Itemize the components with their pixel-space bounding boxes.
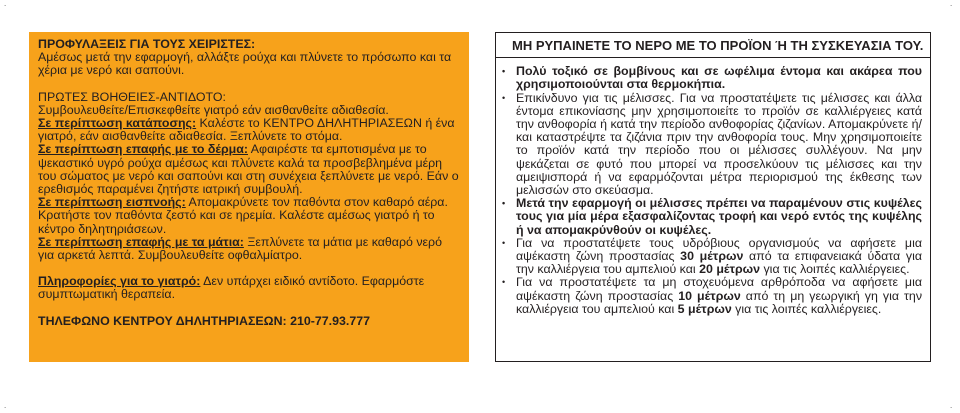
phone-text: ΤΗΛΕΦΩΝΟ ΚΕΝΤΡΟΥ ΔΗΛΗΤΗΡΙΑΣΕΩΝ: 210-77.93.777 — [38, 313, 371, 328]
aquatic-distance-1: 30 μέτρων — [680, 249, 744, 264]
swallow-text: Καλέστε το ΚΕΝΤΡΟ ΔΗΛΗΤΗΡΙΑΣΕΩΝ ή ένα γιατρό, εάν αισθανθείτε αδιαθεσία. Ξεπλύνετε το στόμα. — [38, 116, 455, 144]
skin-text: Αφαιρέστε τα εμποτισμένα με το ψεκαστικό υγρό ρούχα αμέσως και πλύνετε καλά τα προσβεβλημένα μέρη του σώματος με νερό και σαπούνι και στη συνέχεια ξεπλύνετε με νερό. Εάν ο ερεθισμός παραμένει ζητήστε ιατρική συμβουλή. — [38, 142, 459, 197]
inhale-label: Σε περίπτωση εισπνοής: — [38, 195, 186, 210]
doctor-text: Δεν υπάρχει ειδικό αντίδοτο. Εφαρμόστε συμπτωματική θεραπεία. — [38, 274, 425, 302]
arthropod-distance-2: 5 μέτρων — [677, 301, 732, 316]
precautions-heading: ΠΡΟΦΥΛΑΞΕΙΣ ΓΙΑ ΤΟΥΣ ΧΕΙΡΙΣΤΕΣ: — [38, 37, 256, 51]
aquatic-distance-2: 20 μέτρων — [699, 262, 761, 277]
first-aid-text: Συμβουλευθείτε/Επισκεφθείτε γιατρό εάν αισθανθείτε αδιαθεσία. — [38, 102, 389, 117]
list-item — [496, 276, 922, 316]
aquatic-text-2: από τα επιφανειακά ύδατα για την καλλιέργεια του αμπελιού και — [516, 249, 922, 277]
poison-center-phone — [38, 315, 459, 328]
environment-precautions-panel — [495, 32, 931, 362]
doctor-label: Πληροφορίες για το γιατρό: — [38, 274, 201, 289]
doctor-info-block — [38, 275, 459, 301]
list-item — [496, 65, 922, 91]
inhale-text: Απομακρύνετε τον παθόντα στον καθαρό αέρα. Κρατήστε τον παθόντα ζεστό και σε ηρεμία. Καλέστε αμέσως γιατρό ή το κέντρο δηλητηριάσεων. — [38, 195, 448, 236]
crop-mark: . — [4, 401, 7, 410]
arthropod-text-2: από τη μη γεωργική γη για την καλλιέργεια του αμπελιού και — [516, 288, 923, 316]
precautions-block — [38, 38, 459, 78]
crop-mark: . — [950, 401, 953, 410]
arthropod-text-1: Για να προστατέψετε τα μη στοχευόμενα αρθρόποδα να αφήσετε μια αψέκαστη ζώνη προστασίας — [516, 275, 922, 303]
swallow-label: Σε περίπτωση κατάποσης: — [38, 116, 197, 131]
first-aid-block — [38, 91, 459, 263]
list-item — [496, 197, 922, 237]
operator-precautions-panel — [29, 32, 469, 362]
arthropod-distance-1: 10 μέτρων — [678, 288, 741, 303]
bee-warning: Επικίνδυνο για τις μέλισσες. Για να προστατέψετε τις μέλισσες και άλλα έντομα επικονίασης μην χρησιμοποιείτε το προϊόν σε καλλιέργειες κατά την ανθοφορία ή κατά την περίοδο ανθοφορίας ζιζανίων. Απομακρύνετε ή/και καταστρέψτε τα ζιζάνια πριν την ανθοφορία τους. Μην χρησιμοποιείτε το προϊόν κατά την περίοδο που οι μέλισσες συλλέγουν. Να μην ψεκάζεται σε φυτό που μπορεί να προσελκύουν τις μέλισσες και την αμειψισπορά ή να εφαρμόζονται μέτρα περιορισμού της έκθεσης των μελισσών στο σκεύασμα. — [516, 90, 922, 198]
list-item — [496, 237, 922, 277]
list-item — [496, 92, 922, 198]
skin-label: Σε περίπτωση επαφής με το δέρμα: — [38, 142, 249, 157]
bumblebee-warning: Πολύ τοξικό σε βομβίνους και σε ωφέλιμα έντομα και ακάρεα που χρησιμοποιούνται στα θερμοκήπια. — [516, 64, 922, 92]
arthropod-text-3: για τις λοιπές καλλιέργειες. — [731, 301, 882, 316]
hive-instruction: Μετά την εφαρμογή οι μέλισσες πρέπει να παραμένουν στις κυψέλες τους για μία μέρα εξασφαλίζοντας τροφή και νερό εντός της κυψέλης ή να απομακρύνθούν οι κυψέλες. — [516, 196, 922, 237]
aquatic-text-3: για τις λοιπές καλλιέργειες. — [760, 262, 910, 277]
crop-mark: . — [4, 0, 7, 8]
precautions-text: Αμέσως μετά την εφαρμογή, αλλάξτε ρούχα και πλύνετε το πρόσωπο και τα χέρια με νερό και σαπούνι. — [38, 50, 452, 78]
first-aid-heading: ΠΡΩΤΕΣ ΒΟΗΘΕΙΕΣ-ΑΝΤΙΔΟΤΟ: — [38, 89, 226, 104]
aquatic-text-1: Για να προστατέψετε τους υδρόβιους οργανισμούς να αφήσετε μια αψέκαστη ζώνη προστασίας — [516, 235, 922, 264]
crop-mark: . — [950, 0, 953, 8]
eye-label: Σε περίπτωση επαφής με τα μάτια: — [38, 234, 244, 249]
eye-text: Ξεπλύνετε τα μάτια με καθαρό νερό για αρκετά λεπτά. Συμβουλευθείτε οφθαλμίατρο. — [38, 234, 443, 263]
environment-list — [496, 65, 930, 316]
environment-title: ΜΗ ΡΥΠΑΙΝΕΤΕ ΤΟ ΝΕΡΟ ΜΕ ΤΟ ΠΡΟΪΟΝ Ή ΤΗ ΣΥΣΚΕΥΑΣΙΑ ΤΟΥ. — [496, 33, 930, 58]
